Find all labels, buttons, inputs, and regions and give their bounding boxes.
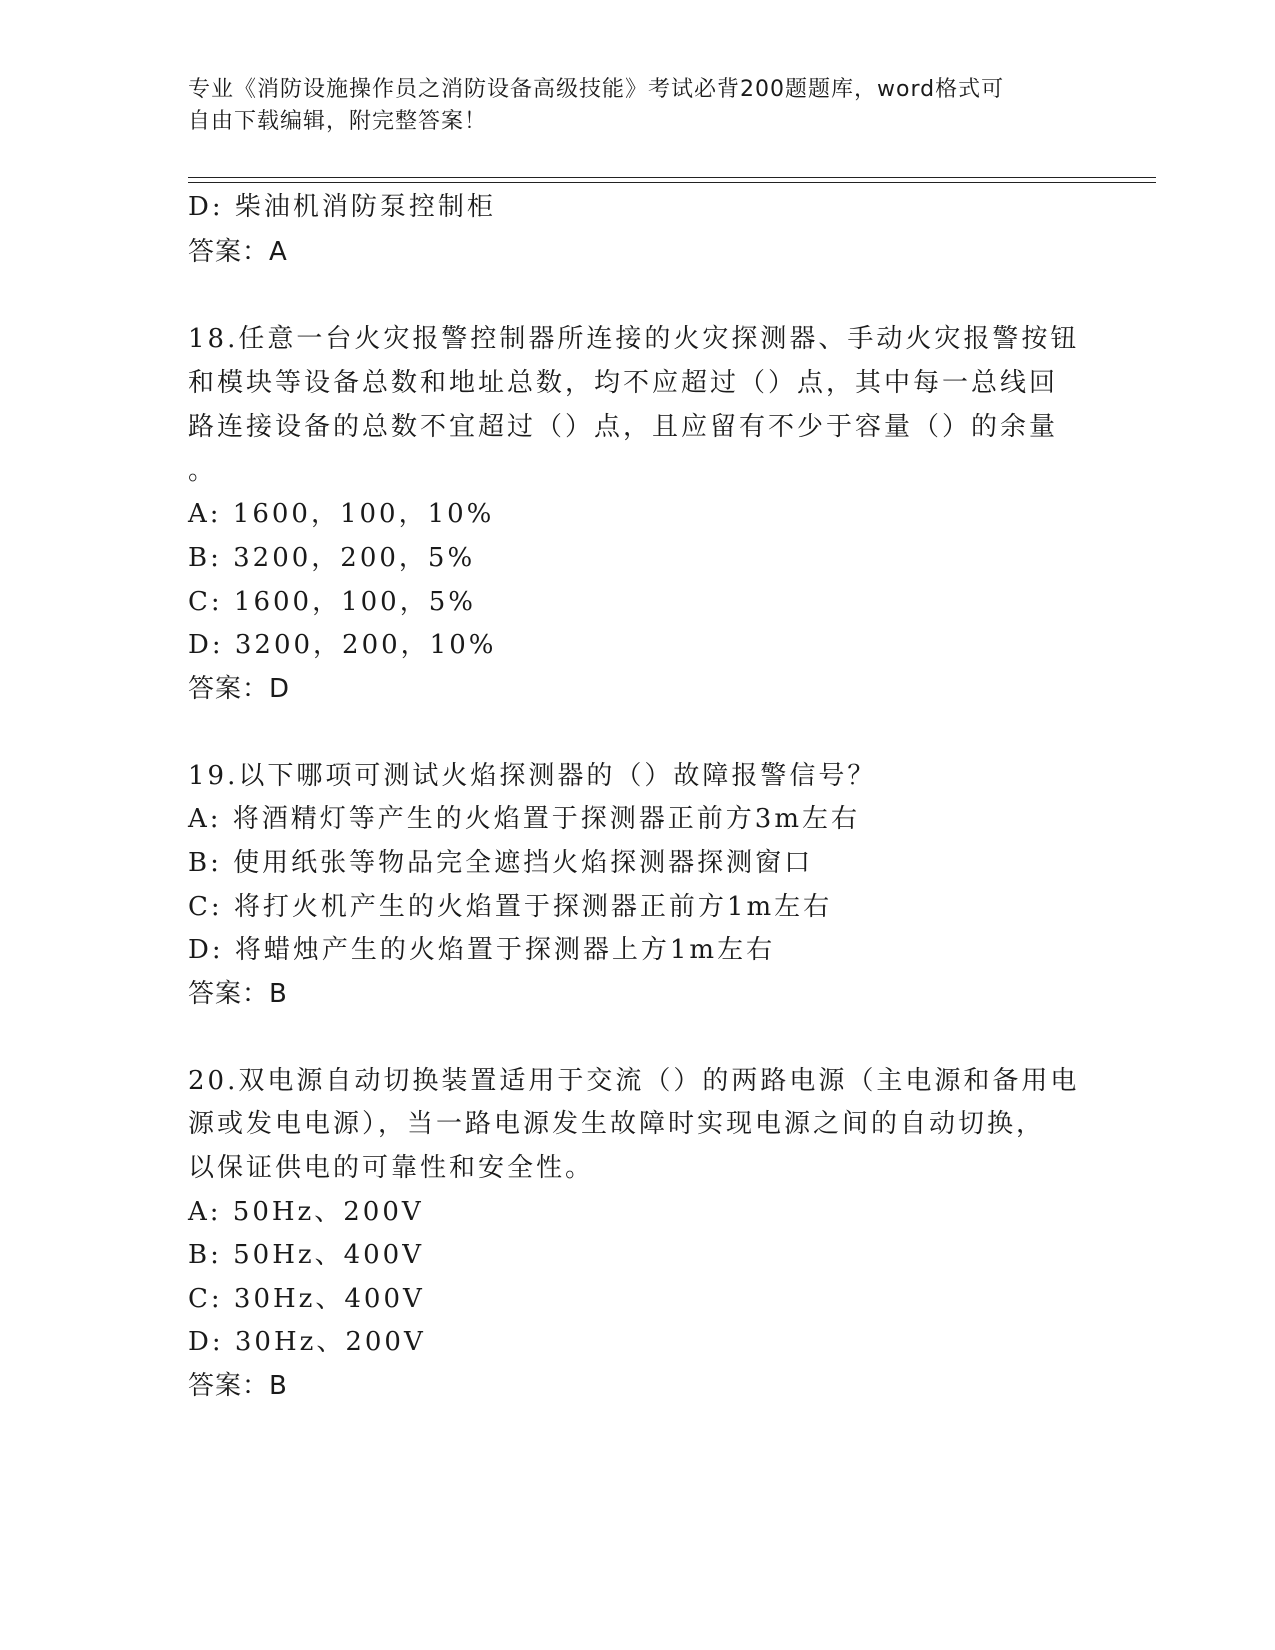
q19-option-b: B: 使用纸张等物品完全遮挡火焰探测器探测窗口	[188, 848, 814, 878]
q19-option-a: A: 将酒精灯等产生的火焰置于探测器正前方3m左右	[188, 804, 860, 834]
q19-option-c: C: 将打火机产生的火焰置于探测器正前方1m左右	[188, 892, 833, 922]
prev-option-d: D: 柴油机消防泵控制柜	[188, 192, 496, 222]
q18-option-a: A: 1600，100，10%	[188, 499, 495, 529]
q20-option-d: D: 30Hz、200V	[188, 1327, 426, 1357]
q20-stem-line-2: 源或发电电源），当一路电源发生故障时实现电源之间的自动切换，	[188, 1109, 1046, 1139]
q19-stem-line-1: 19.以下哪项可测试火焰探测器的（）故障报警信号？	[188, 761, 877, 791]
q20-option-b: B: 50Hz、400V	[188, 1240, 424, 1270]
q18-stem-line-3: 路连接设备的总数不宜超过（）点，且应留有不少于容量（）的余量	[188, 412, 1059, 442]
q18-option-c: C: 1600，100，5%	[188, 587, 476, 617]
q18-stem-line-4: 。	[188, 456, 218, 486]
q18-option-d: D: 3200，200，10%	[188, 630, 497, 660]
q18-answer: 答案：D	[188, 674, 291, 704]
q18-stem-line-1: 18.任意一台火灾报警控制器所连接的火灾探测器、手动火灾报警按钮	[188, 324, 1080, 354]
header-line-2: 自由下载编辑，附完整答案！	[188, 109, 488, 134]
header-line-1: 专业《消防设施操作员之消防设备高级技能》考试必背200题题库，word格式可	[188, 77, 1005, 102]
q20-stem-line-3: 以保证供电的可靠性和安全性。	[188, 1153, 595, 1183]
prev-answer: 答案：A	[188, 237, 288, 267]
q20-option-a: A: 50Hz、200V	[188, 1197, 424, 1227]
q20-option-c: C: 30Hz、400V	[188, 1284, 425, 1314]
q19-option-d: D: 将蜡烛产生的火焰置于探测器上方1m左右	[188, 935, 776, 965]
document-header	[188, 74, 1068, 138]
q19-answer: 答案：B	[188, 979, 288, 1009]
header-rule-bottom	[188, 182, 1156, 183]
q18-option-b: B: 3200，200，5%	[188, 543, 476, 573]
q18-stem-line-2: 和模块等设备总数和地址总数，均不应超过（）点，其中每一总线回	[188, 368, 1059, 398]
q20-stem-line-1: 20.双电源自动切换装置适用于交流（）的两路电源（主电源和备用电	[188, 1066, 1080, 1096]
header-rule-top	[188, 177, 1156, 178]
q20-answer: 答案：B	[188, 1371, 288, 1401]
